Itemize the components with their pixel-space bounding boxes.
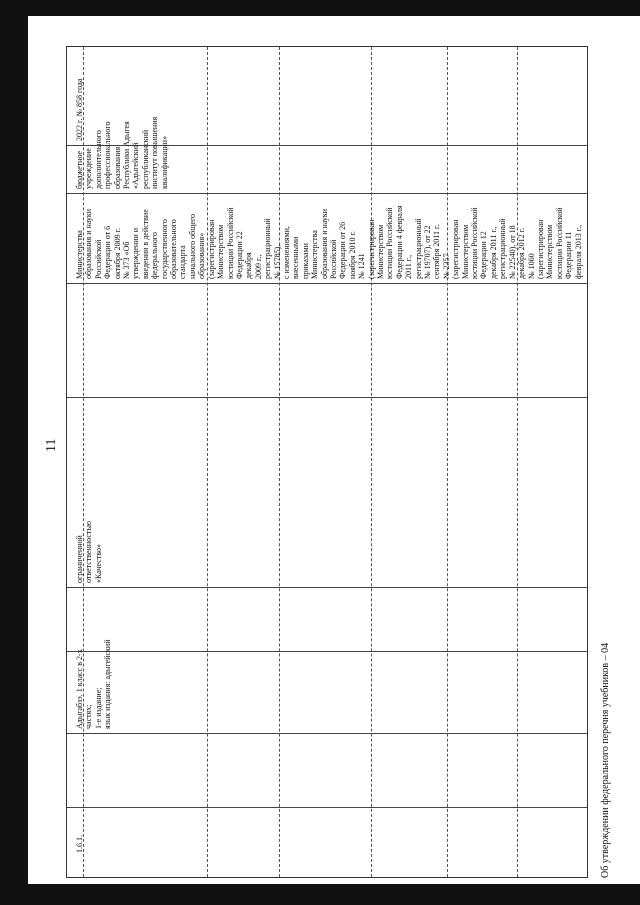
- scan-border-left: [0, 0, 28, 905]
- column-divider: [447, 47, 448, 877]
- document-footer: Об утверждении федерального перечня учебников – 04: [600, 642, 611, 878]
- cell-expert-organization: бюджетное учреждение дополнительного профессионального образования Республики Адыгея «Адыгейский республиканский институт повышения квалификации»: [75, 116, 169, 189]
- column-divider: [371, 47, 372, 877]
- row-divider: [67, 587, 587, 588]
- column-divider: [517, 47, 518, 877]
- textbook-table: [66, 46, 588, 878]
- row-divider: [67, 283, 587, 284]
- cell-order-basis: Министерства образования и науки Российской Федерации от 6 октября 2009 г. № 373 «Об утверждении и введении в действие федерального государственного образовательного стандарта начального общего образования» (зарегистрирован Министерством юстиции Российской Федерации 22 декабря 2009 г., регистрационный № 15785), с изменениями, внесенными приказами Министерства образования и науки Российской Федерации от 26 ноября 2010 г. № 1241 (зарегистрирован Министерством юстиции Российской Федерации 4 февраля 2011 г., регистрационный № 19707), от 22 сентября 2011 г. № 2357 (зарегистрирован Министерством юстиции Российской Федерации 12 декабря 2011 г., регистрационный № 22540), от 18 декабря 2012 г. № 1060 (зарегистрирован Министерством юстиции Российской Федерации 11 февраля 2013 г.,: [75, 205, 583, 279]
- row-divider: [67, 651, 587, 652]
- row-divider: [67, 807, 587, 808]
- scan-border-bottom: [0, 884, 640, 905]
- cell-approval-order: 2022 г. № 858: [75, 94, 84, 141]
- cell-publisher: ограниченной ответственностью «Качество»: [75, 520, 103, 583]
- row-divider: [67, 733, 587, 734]
- row-divider: [67, 193, 587, 194]
- cell-textbook-title: Адыгабзэ. 1 класс в 2-х частях; 1-е издание; язык издания: адыгейский: [75, 639, 113, 729]
- page-number: 11: [44, 438, 59, 452]
- column-divider: [207, 47, 208, 877]
- scan-border-top: [0, 0, 640, 16]
- row-divider: [67, 397, 587, 398]
- cell-item-number: 1.6.1.: [75, 835, 84, 853]
- cell-validity-period: года: [75, 78, 84, 93]
- column-divider: [279, 47, 280, 877]
